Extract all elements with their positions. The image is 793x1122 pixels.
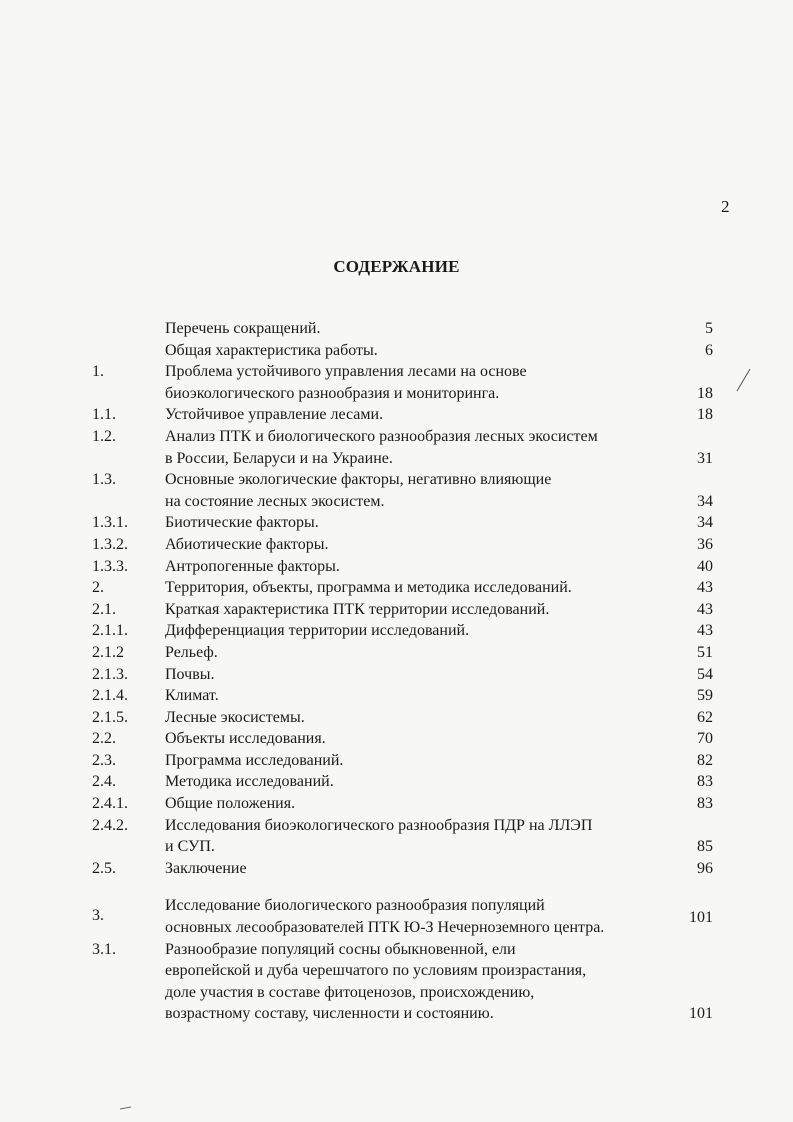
- toc-entry-page: 96: [697, 859, 713, 877]
- toc-entry-number: 2.1.4.: [92, 687, 128, 705]
- toc-entry-page: 70: [697, 730, 713, 748]
- toc-entry-page: 18: [697, 384, 713, 402]
- pen-stroke-mark: [734, 366, 754, 394]
- toc-entry-number: 3.: [92, 907, 104, 925]
- scan-speck-mark: [118, 1104, 134, 1112]
- toc-entry-text: Общая характеристика работы.: [165, 341, 378, 359]
- toc-entry-number: 1.3.2.: [92, 535, 128, 553]
- toc-entry-number: 2.: [92, 579, 104, 597]
- toc-entry-text: Основные экологические факторы, негативно влияющие на состояние лесных экосистем.: [165, 471, 552, 510]
- toc-entry-page: 34: [697, 514, 713, 532]
- toc-entry-text: Заключение: [165, 859, 247, 877]
- toc-entry: [0, 361, 793, 404]
- toc-entry-text: Почвы.: [165, 665, 215, 683]
- toc-entry-text: Объекты исследования.: [165, 730, 326, 748]
- toc-entry-page: 83: [697, 795, 713, 813]
- toc-entry-number: 2.1.5.: [92, 708, 128, 726]
- toc-entry-page: 83: [697, 773, 713, 791]
- toc-entry-text: Дифференциация территории исследований.: [165, 622, 470, 640]
- toc-entry-number: 1.3.1.: [92, 514, 128, 532]
- toc-entry-number: 2.4.2.: [92, 816, 128, 834]
- toc-entry: [0, 426, 793, 469]
- toc-entry-page: 51: [697, 643, 713, 661]
- toc-entry-text: Устойчивое управление лесами.: [165, 406, 384, 424]
- toc-entry-number: 3.1.: [92, 940, 116, 958]
- toc-entry-page: 62: [697, 708, 713, 726]
- toc-entry-number: 1.2.: [92, 427, 116, 445]
- toc-entry-number: 1.3.: [92, 471, 116, 489]
- toc-entry-page: 40: [697, 557, 713, 575]
- toc-entry: [0, 318, 793, 340]
- toc-entry-page: 18: [697, 406, 713, 424]
- toc-entry-page: 85: [697, 838, 713, 856]
- toc-entry: [0, 858, 793, 880]
- toc-entry-text: Территория, объекты, программа и методика исследований.: [165, 579, 572, 597]
- toc-entry-number: 1.: [92, 363, 104, 381]
- toc-entry-number: 2.1.3.: [92, 665, 128, 683]
- toc-entry-text: Исследования биоэкологического разнообразия ПДР на ЛЛЭП и СУП.: [165, 816, 593, 856]
- toc-entry-number: 1.3.3.: [92, 557, 128, 575]
- toc-entry: [0, 642, 793, 664]
- toc-entry: [0, 707, 793, 729]
- toc-entry-text: Лесные экосистемы.: [165, 708, 305, 726]
- toc-entry-page: 82: [697, 751, 713, 769]
- toc-entry-page: 101: [689, 1005, 713, 1023]
- page-title: СОДЕРЖАНИЕ: [333, 257, 460, 276]
- toc-entry: [0, 620, 793, 642]
- toc-entry-text: Климат.: [165, 687, 219, 705]
- toc-entry-page: 36: [697, 535, 713, 553]
- toc-entry: [0, 512, 793, 534]
- toc-entry-text: Рельеф.: [165, 643, 218, 661]
- toc-entry-number: 2.3.: [92, 751, 116, 769]
- toc-entry-page: 59: [697, 687, 713, 705]
- toc-entry-number: 2.4.: [92, 773, 116, 791]
- toc-entry: [0, 340, 793, 362]
- toc-entry-text: Исследование биологического разнообразия популяций основных лесообразователей ПТК Ю-З Нечерноземного центра.: [165, 897, 605, 937]
- toc-entry-page: 34: [697, 492, 713, 510]
- toc-entry-number: 2.2.: [92, 730, 116, 748]
- toc-entry-number: 2.5.: [92, 859, 116, 877]
- toc-entry-text: Программа исследований.: [165, 751, 344, 769]
- toc-entry: [0, 556, 793, 578]
- toc-entry: [0, 577, 793, 599]
- toc-entry-number: 1.1.: [92, 406, 116, 424]
- toc-entry: [0, 771, 793, 793]
- toc-entry: [0, 895, 793, 938]
- toc-entry-page: 43: [697, 579, 713, 597]
- table-of-contents: [0, 318, 793, 1025]
- toc-entry-text: Анализ ПТК и биологического разнообразия лесных экосистем в России, Беларуси и на Украине.: [165, 427, 598, 467]
- toc-entry-text: Проблема устойчивого управления лесами на основе биоэкологического разнообразия и мониторинга.: [165, 363, 527, 402]
- toc-entry: [0, 664, 793, 686]
- toc-entry-number: 2.1.: [92, 600, 116, 618]
- toc-entry-text: Общие положения.: [165, 795, 296, 813]
- toc-entry: [0, 534, 793, 556]
- toc-entry-page: 54: [697, 665, 713, 683]
- toc-entry: [0, 815, 793, 858]
- toc-entry-text: Биотические факторы.: [165, 514, 319, 532]
- toc-entry-text: Краткая характеристика ПТК территории исследований.: [165, 600, 550, 618]
- page-number: 2: [721, 197, 730, 216]
- toc-entry-number: 2.1.2: [92, 643, 124, 661]
- toc-entry-page: 43: [697, 622, 713, 640]
- toc-entry-number: 2.4.1.: [92, 795, 128, 813]
- toc-entry-text: Разнообразие популяций сосны обыкновенной, ели европейской и дуба черешчатого по условиям произрастания, доле участия в составе фитоценозов, происхождению, возрастному составу, численности и состоянию.: [165, 940, 587, 1023]
- toc-entry-text: Перечень сокращений.: [165, 320, 321, 337]
- toc-entry: [0, 728, 793, 750]
- toc-entry-text: Антропогенные факторы.: [165, 557, 340, 575]
- toc-entry: [0, 685, 793, 707]
- toc-entry: [0, 939, 793, 1025]
- toc-entry-number: 2.1.1.: [92, 622, 128, 640]
- toc-entry: [0, 599, 793, 621]
- toc-entry-page: 101: [689, 909, 713, 927]
- toc-entry-page: 43: [697, 600, 713, 618]
- toc-entry-page: 6: [705, 341, 713, 359]
- toc-entry-page: 31: [697, 449, 713, 467]
- toc-entry-page: 5: [705, 320, 713, 337]
- toc-entry: [0, 750, 793, 772]
- toc-entry-text: Методика исследований.: [165, 773, 334, 791]
- toc-entry: [0, 404, 793, 426]
- toc-entry: [0, 793, 793, 815]
- toc-entry: [0, 469, 793, 512]
- toc-entry-text: Абиотические факторы.: [165, 535, 329, 553]
